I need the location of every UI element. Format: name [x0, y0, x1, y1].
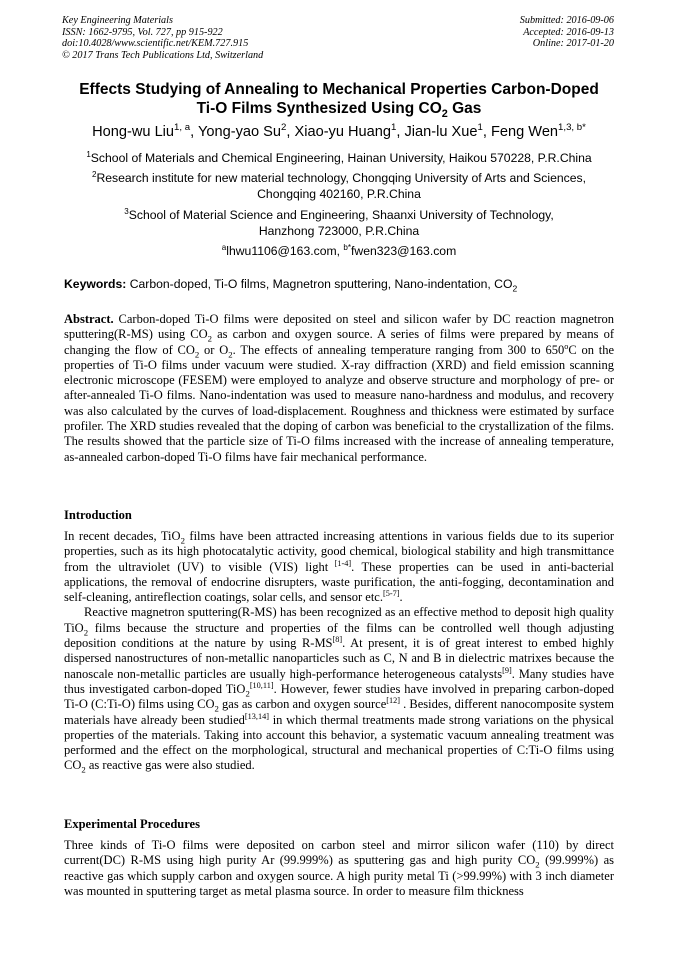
paragraph: Three kinds of Ti-O films were deposited on carbon steel and mirror silicon wafer (110) by direct current(DC) R-MS using high purity Ar (99.999%) as sputtering gas and high purity $CO_2$ (99.999%) as reactive gas which supply carbon and oxygen source. A high purity metal Ti (>99.99%) with 3 inch diameter was mounted in sputtering target as metal plasma source. In order to measure film thickness	[64, 838, 614, 898]
section-heading-introduction: Introduction	[64, 508, 132, 522]
title-line-1: Effects Studying of Annealing to Mechanical Properties Carbon-Doped	[79, 81, 599, 98]
author: Yong-yao Su$^2$,	[197, 122, 295, 140]
journal-header	[62, 15, 263, 61]
paragraph: In recent decades, TiO$_2$ films have been attracted increasing attentions in various fields due to its superior properties, such as its high photocatalytic activity, good chemical, biological stability and high transmittance from the ultraviolet (UV) to visible (VIS) light [1-4]. These properties can be used in anti-bacterial applications, the removal of endocrine disrupters, waste purification, the anti-fogging, decontamination and self-cleaning, antireflection coatings, solar cells, and sensor etc.[5-7].	[64, 529, 614, 605]
journal-issn: ISSN: 1662-9795, Vol. 727, pp 915-922	[62, 26, 223, 38]
author: Feng Wen$^{1,3, b*}$	[490, 122, 586, 140]
affiliation-2: $^2$Research institute for new material technology, Chongqing University of Arts and Sciences, Chongqing 402160, P.R.China	[91, 169, 587, 202]
abstract-label: Abstract.	[64, 312, 114, 326]
online-date: Online: 2017-01-20	[532, 38, 614, 50]
dates-header	[520, 15, 614, 50]
keywords: Keywords: Carbon-doped, Ti-O films, Magnetron sputtering, Nano-indentation, $CO_2$	[64, 277, 518, 294]
author: Xiao-yu Huang$^1$,	[294, 122, 405, 140]
journal-name: Key Engineering Materials	[62, 15, 173, 26]
author: Hong-wu Liu$^{1, a}$,	[92, 122, 198, 140]
journal-doi: doi:10.4028/www.scientific.net/KEM.727.915	[62, 38, 249, 50]
author-emails: $^a$lhwu1106@163.com, $^{b*}$fwen323@163.com	[221, 242, 457, 258]
submitted-date: Submitted: 2016-09-06	[519, 15, 614, 26]
section-heading-experimental: Experimental Procedures	[64, 817, 200, 831]
abstract: Abstract. Carbon-doped Ti-O films were deposited on steel and silicon wafer by DC reaction magnetron sputtering(R-MS) using $CO_2$ as carbon and oxygen source. A series of films were prepared by means of changing the flow of $CO_2$ or $O_2$. The effects of annealing temperature ranging from 300 to 650$^o$C on the properties of Ti-O films under vacuum were studied. X-ray diffraction (XRD) and field emission scanning electronic microscope (FESEM) were employed to analyze and observe structure and morphology of pre- or after-annealed Ti-O films. Nano-indentation was used to measure nano-hardness and modulus, and recovery was also calculated by the curves of load-displacement. Roughness and thickness were estimated by surface profiler. The XRD studies revealed that the doping of carbon was beneficial to the crystallization of the films. The results showed that the particle size of Ti-O films increased with the increase of annealing temperature, as-annealed carbon-doped Ti-O films have fair mechanical performance.	[64, 312, 615, 464]
author-list	[20, 122, 658, 142]
paper-title	[40, 80, 638, 121]
author: Jian-lu Xue$^1$,	[404, 122, 491, 140]
introduction-text	[64, 529, 614, 774]
accepted-date: Accepted: 2016-09-13	[523, 26, 614, 38]
keywords-label: Keywords:	[64, 277, 127, 291]
title-line-2: Ti-O Films Synthesized Using $CO_2$ Gas	[196, 100, 482, 121]
affiliation-1: $^1$School of Materials and Chemical Engineering, Hainan University, Haikou 570228, P.R.China	[86, 149, 592, 165]
affiliation-3: $^3$School of Material Science and Engineering, Shaanxi University of Technology, Hanzhong 723000, P.R.China	[124, 206, 554, 239]
paragraph: Reactive magnetron sputtering(R-MS) has been recognized as an effective method to deposit high quality TiO$_2$ films because the structure and properties of the films can be controlled well though adjusting deposition conditions at the nature by using R-MS[8]. At present, it is of great interest to embed highly dispersed nanostructures of non-metallic nanoparticles such as C, N and B in dielectric matrixes because the nanoscale non-metallic particles are usually high-performance heterogeneous catalysts[9]. Many studies have thus investigated carbon-doped TiO$_2$[10,11]. However, fewer studies have involved in preparing carbon-doped Ti-O (C:Ti-O) films using $CO_2$ gas as carbon and oxygen source[12] . Besides, different nanocomposite system materials have already been studied[13,14] in which thermal treatments made strong variations on the physical properties of the materials. Taking into account this behavior, a systematic vacuum annealing treatment was performed and the effect on the morphological, structural and mechanical properties of C:Ti-O films using $CO_2$ as reactive gas were also studied.	[64, 605, 615, 775]
experimental-text	[64, 838, 614, 899]
journal-copyright: © 2017 Trans Tech Publications Ltd, Switzerland	[62, 49, 264, 61]
